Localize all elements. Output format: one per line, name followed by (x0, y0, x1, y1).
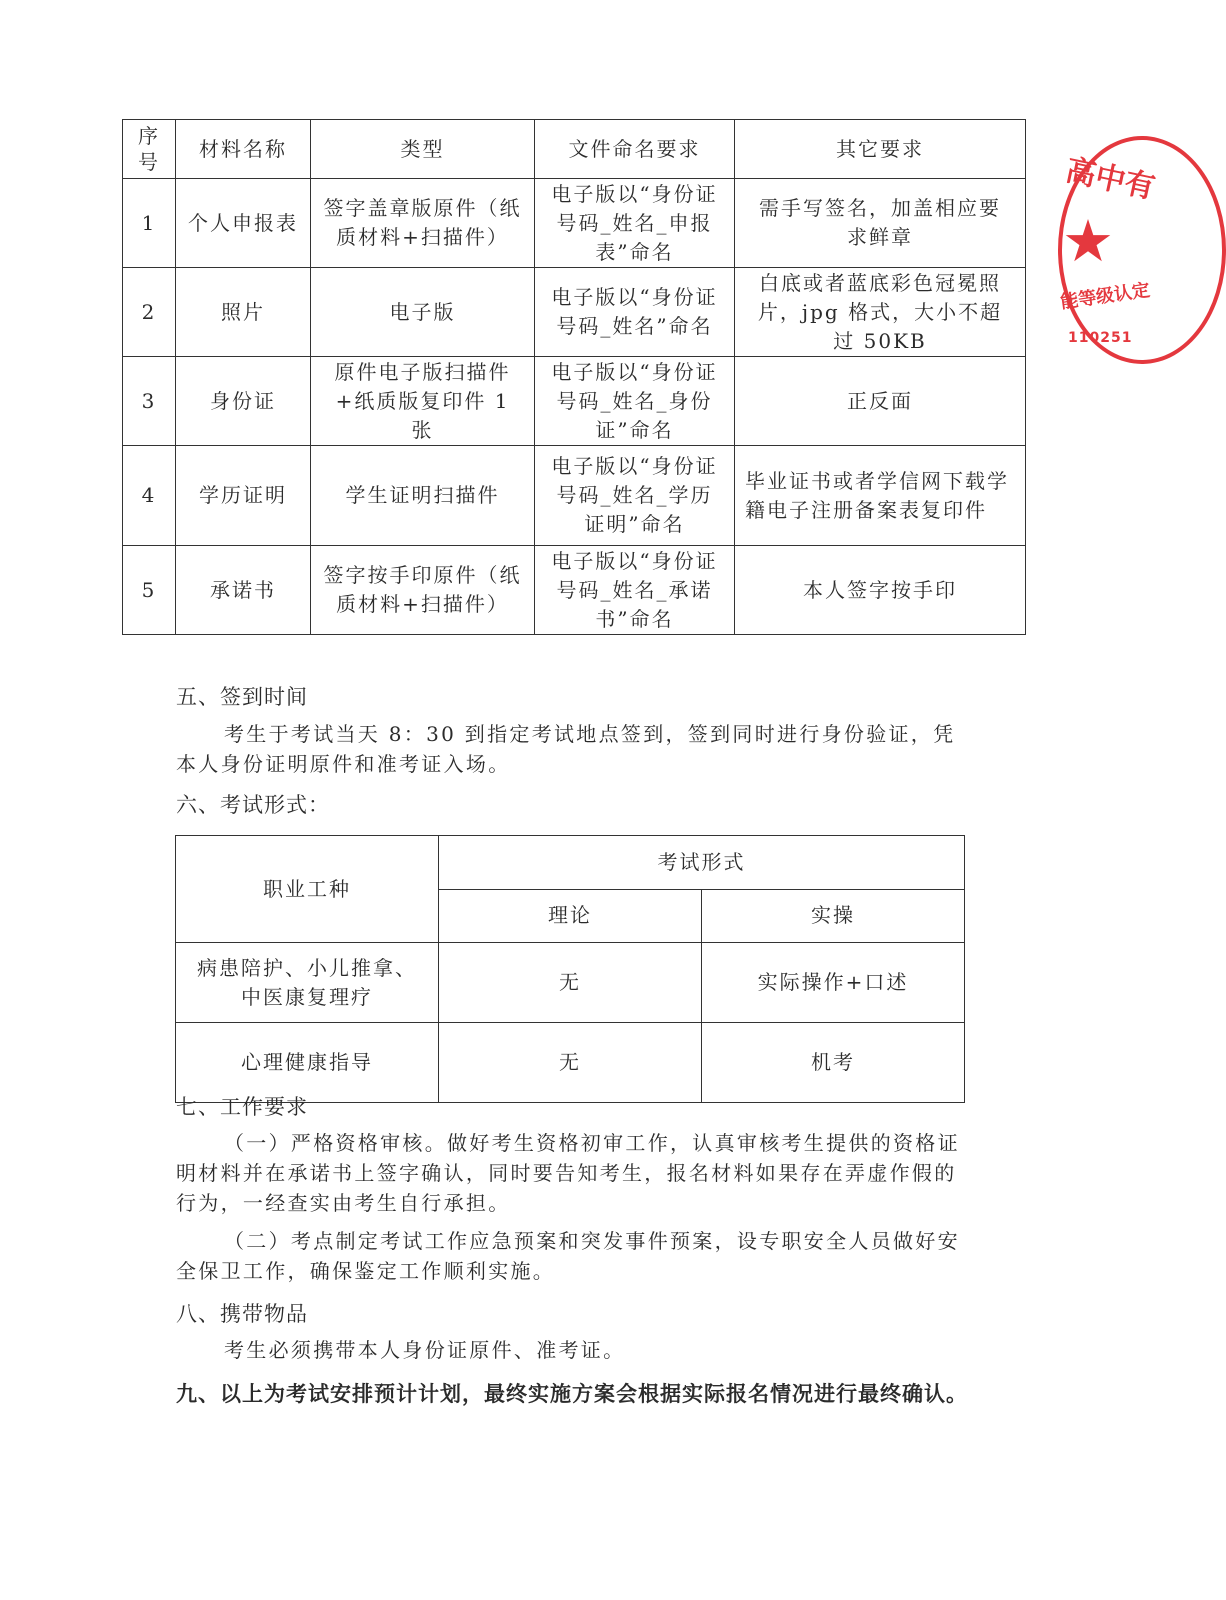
row-type: 学生证明扫描件 (311, 446, 535, 546)
row-no: 5 (123, 546, 176, 635)
row-type: 签字按手印原件（纸质材料+扫描件） (311, 546, 535, 635)
row-type: 签字盖章版原件（纸质材料+扫描件） (311, 179, 535, 268)
row-no: 1 (123, 179, 176, 268)
row-name: 学历证明 (176, 446, 311, 546)
row-name: 承诺书 (176, 546, 311, 635)
section7-p1: （一）严格资格审核。做好考生资格初审工作，认真审核考生提供的资格证明材料并在承诺书上签字确认，同时要告知考生，报名材料如果存在弄虚作假的行为，一经查实由考生自行承担。 (176, 1131, 960, 1215)
row-naming: 电子版以“身份证号码_姓名_承诺书”命名 (535, 546, 735, 635)
section7-title: 七、工作要求 (176, 1095, 308, 1119)
section6-title: 六、考试形式： (176, 793, 330, 817)
row-no: 4 (123, 446, 176, 546)
row-no: 2 (123, 268, 176, 357)
header-job: 职业工种 (176, 836, 439, 943)
row-naming: 电子版以“身份证号码_姓名_身份证”命名 (535, 357, 735, 446)
table-row (123, 357, 1026, 446)
row-other: 毕业证书或者学信网下载学籍电子注册备案表复印件 (735, 446, 1026, 546)
row-name: 照片 (176, 268, 311, 357)
row-job: 病患陪护、小儿推拿、中医康复理疗 (176, 943, 439, 1023)
row-name: 身份证 (176, 357, 311, 446)
exam-form-table (175, 835, 965, 1103)
section8-text: 考生必须携带本人身份证原件、准考证。 (224, 1338, 626, 1362)
row-practice: 机考 (702, 1023, 965, 1103)
header-practice: 实操 (702, 889, 965, 943)
section7-p2: （二）考点制定考试工作应急预案和突发事件预案，设专职安全人员做好安全保卫工作，确保鉴定工作顺利实施。 (176, 1229, 960, 1283)
seal-top-text: 高中有 (1062, 152, 1158, 206)
official-seal (1058, 136, 1226, 364)
header-other: 其它要求 (735, 120, 1026, 179)
header-no: 序号 (123, 120, 176, 179)
materials-header-row (123, 120, 1026, 179)
row-type: 原件电子版扫描件+纸质版复印件 1 张 (311, 357, 535, 446)
row-practice: 实际操作+口述 (702, 943, 965, 1023)
row-theory: 无 (439, 1023, 702, 1103)
row-type: 电子版 (311, 268, 535, 357)
row-naming: 电子版以“身份证号码_姓名_申报表”命名 (535, 179, 735, 268)
header-name: 材料名称 (176, 120, 311, 179)
row-naming: 电子版以“身份证号码_姓名”命名 (535, 268, 735, 357)
header-exam-form: 考试形式 (439, 836, 965, 890)
section5-title: 五、签到时间 (176, 685, 308, 709)
materials-table (122, 119, 1026, 635)
table-row (123, 268, 1026, 357)
section5-text: 考生于考试当天 8：30 到指定考试地点签到，签到同时进行身份验证，凭本人身份证明原件和准考证入场。 (176, 722, 956, 776)
row-job: 心理健康指导 (176, 1023, 439, 1103)
section9-text: 九、以上为考试安排预计计划，最终实施方案会根据实际报名情况进行最终确认。 (176, 1381, 968, 1406)
header-naming: 文件命名要求 (535, 120, 735, 179)
seal-mid-text: 能等级认定 (1059, 279, 1152, 314)
table-row (123, 446, 1026, 546)
row-other: 本人签字按手印 (735, 546, 1026, 635)
row-other: 需手写签名，加盖相应要求鲜章 (735, 179, 1026, 268)
exam-header-row (176, 836, 965, 890)
row-naming: 电子版以“身份证号码_姓名_学历证明”命名 (535, 446, 735, 546)
table-row (176, 943, 965, 1023)
row-other: 正反面 (735, 357, 1026, 446)
section8-title: 八、携带物品 (176, 1302, 308, 1326)
table-row (123, 546, 1026, 635)
row-name: 个人申报表 (176, 179, 311, 268)
row-no: 3 (123, 357, 176, 446)
header-type: 类型 (311, 120, 535, 179)
row-theory: 无 (439, 943, 702, 1023)
row-other: 白底或者蓝底彩色冠冕照片，jpg 格式，大小不超过 50KB (735, 268, 1026, 357)
seal-star-icon: ★ (1062, 207, 1114, 275)
header-theory: 理论 (439, 889, 702, 943)
seal-number: 110251 (1068, 330, 1133, 346)
table-row (123, 179, 1026, 268)
